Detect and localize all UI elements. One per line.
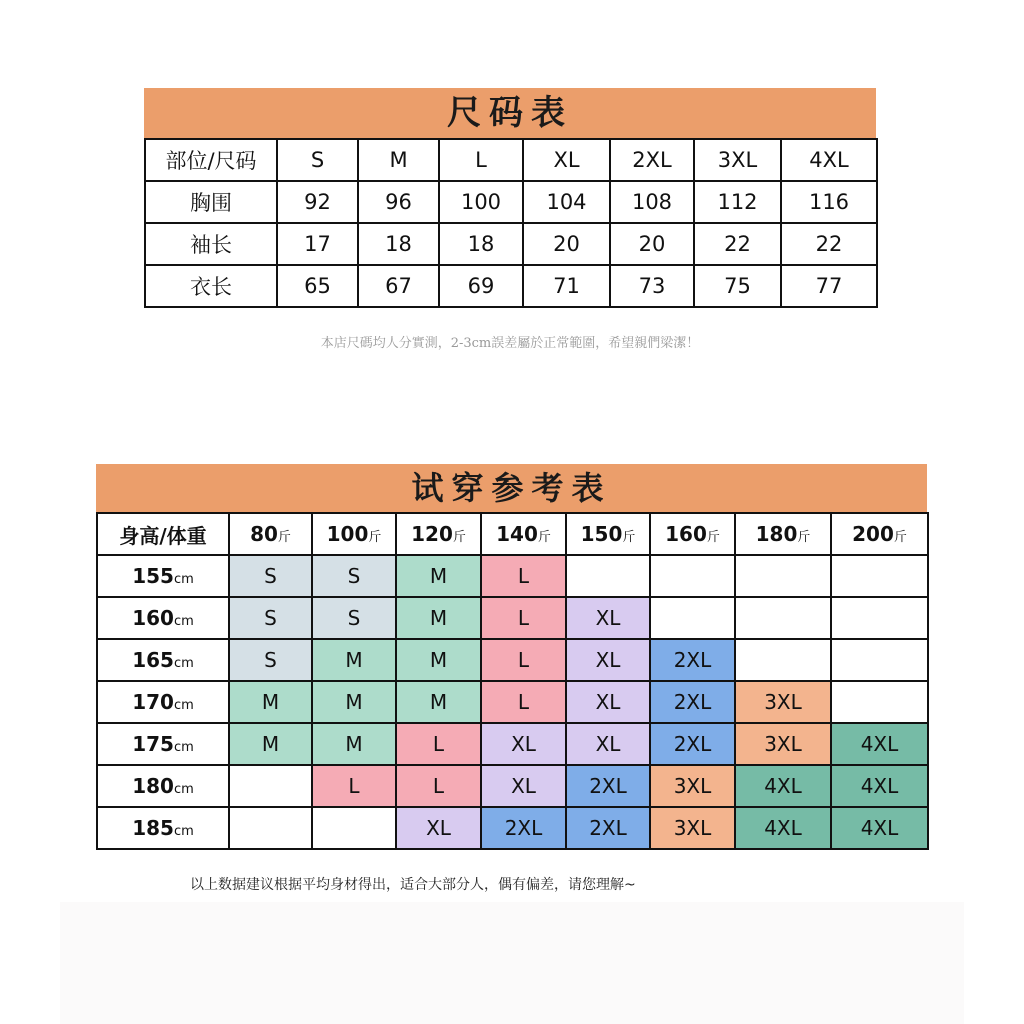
size-recommendation: 2XL [650,723,735,765]
weight-header [735,513,831,555]
measure-value: 92 [277,181,358,223]
weight-header [566,513,650,555]
height-unit: cm [173,740,194,755]
weight-unit: 斤 [277,530,291,545]
weight-unit: 斤 [622,530,636,545]
empty-cell [566,555,650,597]
height-label [97,765,229,807]
fit-row [97,723,928,765]
measure-label: 袖长 [145,223,277,265]
size-recommendation: L [481,597,566,639]
size-recommendation: M [396,639,481,681]
height-value: 165 [132,648,174,672]
empty-cell [831,639,928,681]
height-value: 175 [132,732,174,756]
weight-header [312,513,396,555]
size-recommendation: M [396,681,481,723]
measure-value: 116 [781,181,877,223]
weight-unit: 斤 [537,530,551,545]
size-recommendation: 4XL [831,723,928,765]
height-label [97,681,229,723]
weight-value: 120 [411,522,453,546]
size-row [145,265,877,307]
size-recommendation: M [229,723,312,765]
size-recommendation: 3XL [650,807,735,849]
size-recommendation: L [396,765,481,807]
measure-value: 67 [358,265,439,307]
size-chart-title: 尺码表 [144,88,876,138]
size-recommendation: XL [566,597,650,639]
measure-value: 100 [439,181,523,223]
size-recommendation: M [396,597,481,639]
measure-value: 77 [781,265,877,307]
size-recommendation: 2XL [650,681,735,723]
size-recommendation: M [229,681,312,723]
size-recommendation: 2XL [566,765,650,807]
size-header-cell: 4XL [781,139,877,181]
weight-header [481,513,566,555]
weight-value: 140 [496,522,538,546]
measure-value: 22 [694,223,781,265]
measure-value: 22 [781,223,877,265]
size-recommendation: M [312,723,396,765]
empty-cell [229,807,312,849]
height-unit: cm [173,782,194,797]
empty-cell [831,555,928,597]
size-recommendation: 4XL [831,765,928,807]
size-header-row [145,139,877,181]
fit-row [97,681,928,723]
measure-value: 69 [439,265,523,307]
size-row [145,223,877,265]
fit-chart-note: 以上数据建议根据平均身材得出，适合大部分人，偶有偏差，请您理解~ [190,877,636,893]
size-recommendation: XL [566,681,650,723]
height-label [97,807,229,849]
size-chart [144,88,876,308]
height-label [97,639,229,681]
empty-cell [229,765,312,807]
size-recommendation: S [312,597,396,639]
height-value: 170 [132,690,174,714]
fit-chart [96,464,927,850]
size-recommendation: L [481,555,566,597]
weight-unit: 斤 [368,530,382,545]
size-header-cell: XL [523,139,610,181]
size-recommendation: 2XL [650,639,735,681]
height-unit: cm [173,824,194,839]
size-table [144,138,878,308]
size-recommendation: 4XL [831,807,928,849]
size-header-cell: 3XL [694,139,781,181]
measure-value: 75 [694,265,781,307]
fit-chart-title: 试穿参考表 [96,464,927,512]
height-value: 160 [132,606,174,630]
size-recommendation: S [312,555,396,597]
fit-row [97,807,928,849]
fit-row [97,555,928,597]
empty-cell [735,597,831,639]
measure-value: 108 [610,181,694,223]
size-recommendation: M [312,639,396,681]
empty-cell [831,681,928,723]
measure-value: 71 [523,265,610,307]
weight-unit: 斤 [706,530,720,545]
size-recommendation: L [481,681,566,723]
height-value: 185 [132,816,174,840]
size-recommendation: M [396,555,481,597]
weight-unit: 斤 [797,530,811,545]
measure-value: 20 [523,223,610,265]
measure-value: 96 [358,181,439,223]
size-header-cell: 部位/尺码 [145,139,277,181]
empty-cell [735,639,831,681]
empty-cell [650,555,735,597]
size-recommendation: L [481,639,566,681]
height-unit: cm [173,572,194,587]
height-label [97,555,229,597]
weight-value: 160 [665,522,707,546]
size-recommendation: 3XL [650,765,735,807]
weight-header [396,513,481,555]
measure-value: 73 [610,265,694,307]
size-recommendation: XL [566,723,650,765]
measure-value: 18 [439,223,523,265]
weight-unit: 斤 [893,530,907,545]
fit-row [97,597,928,639]
size-recommendation: L [312,765,396,807]
fit-row [97,639,928,681]
measure-label: 胸围 [145,181,277,223]
fit-header-row [97,513,928,555]
measure-value: 17 [277,223,358,265]
fit-table [96,512,929,850]
size-recommendation: L [396,723,481,765]
measure-value: 104 [523,181,610,223]
weight-value: 100 [326,522,369,546]
height-unit: cm [173,698,194,713]
size-recommendation: 3XL [735,681,831,723]
empty-cell [735,555,831,597]
bottom-background [60,902,964,1024]
weight-value: 180 [755,522,798,546]
empty-cell [650,597,735,639]
empty-cell [312,807,396,849]
size-row [145,181,877,223]
height-unit: cm [173,656,194,671]
size-header-cell: L [439,139,523,181]
measure-value: 18 [358,223,439,265]
size-recommendation: 2XL [481,807,566,849]
size-recommendation: XL [566,639,650,681]
measure-value: 65 [277,265,358,307]
fit-row [97,765,928,807]
size-header-cell: 2XL [610,139,694,181]
height-label [97,723,229,765]
weight-header [831,513,928,555]
height-value: 180 [132,774,174,798]
height-label [97,597,229,639]
empty-cell [831,597,928,639]
weight-value: 80 [250,522,278,546]
size-recommendation: XL [396,807,481,849]
measure-value: 20 [610,223,694,265]
size-recommendation: 4XL [735,807,831,849]
size-recommendation: 4XL [735,765,831,807]
size-recommendation: 3XL [735,723,831,765]
size-recommendation: M [312,681,396,723]
weight-unit: 斤 [452,530,466,545]
measure-label: 衣长 [145,265,277,307]
measure-value: 112 [694,181,781,223]
weight-value: 150 [580,522,623,546]
height-value: 155 [132,564,174,588]
weight-header [650,513,735,555]
size-recommendation: S [229,597,312,639]
weight-value: 200 [852,522,894,546]
size-recommendation: S [229,555,312,597]
weight-header [229,513,312,555]
size-recommendation: XL [481,723,566,765]
size-recommendation: XL [481,765,566,807]
size-header-cell: S [277,139,358,181]
size-recommendation: 2XL [566,807,650,849]
size-recommendation: S [229,639,312,681]
height-unit: cm [173,614,194,629]
size-chart-note: 本店尺碼均人分實測，2-3cm誤差屬於正常範圍，希望親們梁潔！ [320,336,700,351]
corner-label: 身高/体重 [97,513,229,555]
size-header-cell: M [358,139,439,181]
